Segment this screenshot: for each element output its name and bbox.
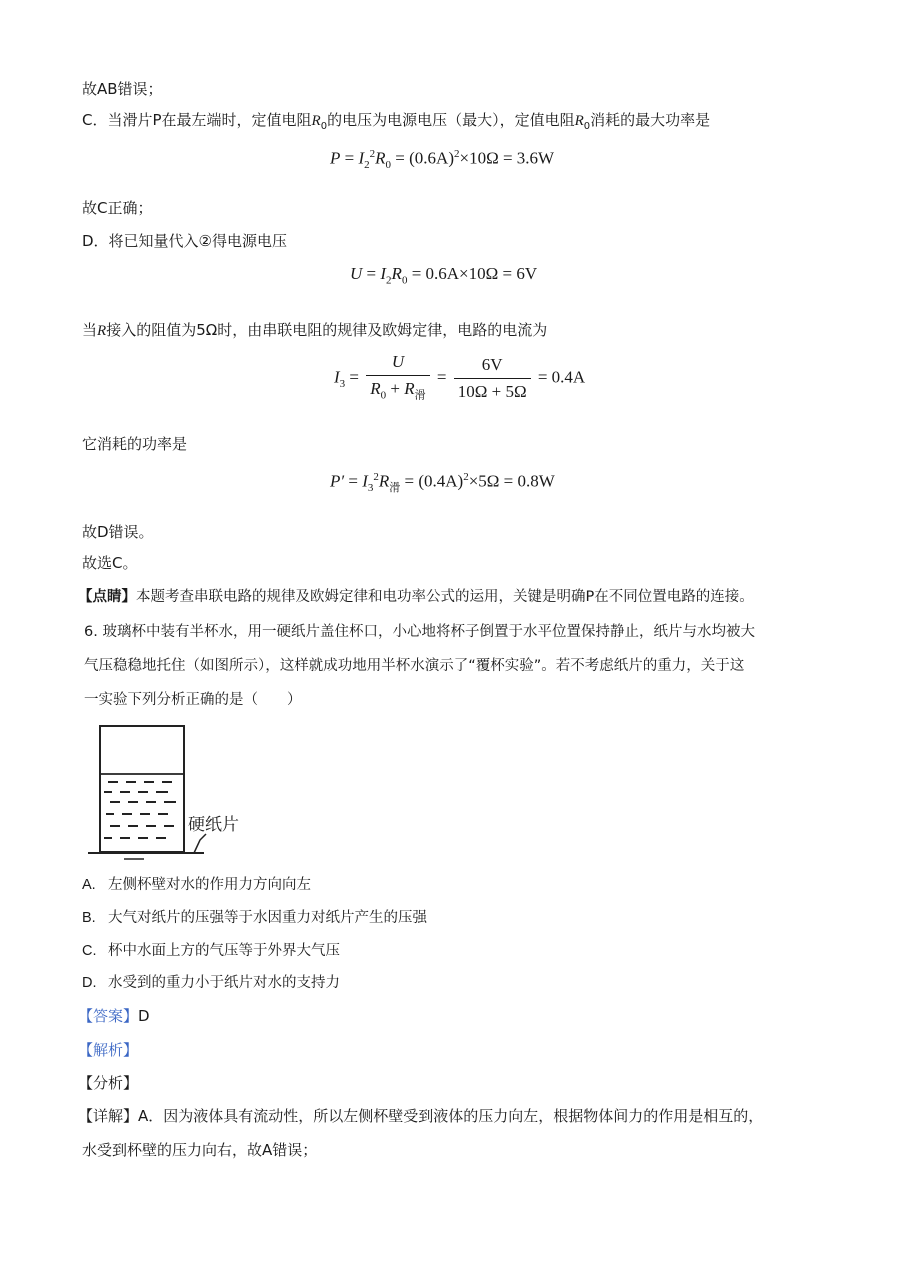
math-symbol: R	[574, 113, 584, 129]
math-subscript: 0	[380, 389, 387, 402]
math-subscript: 3	[339, 378, 346, 390]
text-line: 故选C。	[82, 554, 138, 572]
question-line: 6. 玻璃杯中装有半杯水，用一硬纸片盖住杯口，小心地将杯子倒置于水平位置保持静止，纸片与水均被大	[84, 624, 755, 640]
math-subscript: 2	[364, 159, 370, 172]
detail-text: A．因为液体具有流动性，所以左侧杯壁受到液体的压力向左，根据物体间力的作用是相互的，	[138, 1107, 764, 1125]
math-superscript: 2	[369, 148, 376, 160]
option-a[interactable]	[82, 875, 311, 895]
text-segment: 消耗的最大功率是	[590, 111, 711, 129]
math-subscript: 0	[583, 121, 591, 132]
equation-power-max	[330, 143, 554, 176]
math-symbol: U	[350, 264, 363, 283]
text-line	[82, 110, 710, 137]
option-b[interactable]	[82, 908, 427, 928]
option-letter: C.	[82, 943, 97, 959]
fraction-numerator	[366, 351, 429, 376]
option-text: 大气对纸片的压强等于水因重力对纸片产生的压强	[108, 910, 427, 926]
fraction	[454, 354, 531, 403]
option-text: 左侧杯壁对水的作用力方向向左	[108, 877, 311, 893]
question-line: 一实验下列分析正确的是（ ）	[84, 692, 302, 708]
math-symbol: U	[391, 352, 405, 371]
text-segment: 的电压为电源电压（最大），定值电阻	[327, 111, 575, 129]
math-subscript: 0	[385, 159, 392, 172]
text-line: D．将已知量代入②得电源电压	[82, 232, 287, 250]
fraction-denominator	[366, 376, 429, 406]
math-superscript: 2	[463, 471, 469, 483]
math-symbol: R	[375, 148, 386, 168]
cup-outline	[100, 726, 184, 852]
math-expression: = (0.6A)	[395, 148, 454, 168]
option-d[interactable]	[82, 973, 340, 993]
figure-label: 硬纸片	[188, 815, 239, 835]
option-letter: B.	[82, 910, 96, 926]
text-line	[82, 320, 547, 341]
water-dashes	[104, 782, 176, 838]
text-line: 它消耗的功率是	[82, 435, 188, 453]
text-line: 故C正确；	[82, 199, 153, 217]
comment-text: 本题考查串联电路的规律及欧姆定律和电功率公式的运用，关键是明确P在不同位置电路的连接。	[136, 589, 754, 605]
option-text: 水受到的重力小于纸片对水的支持力	[108, 975, 340, 991]
answer-line	[78, 1006, 150, 1026]
text-line: 故D错误。	[82, 523, 154, 541]
math-symbol: I	[358, 148, 365, 168]
math-symbol: R	[311, 113, 321, 129]
math-subscript: 滑	[389, 482, 401, 495]
text-segment: C．当滑片P在最左端时，定值电阻	[82, 111, 312, 129]
math-symbol: R	[378, 471, 390, 491]
math-superscript: 2	[373, 471, 379, 483]
option-letter: A.	[82, 877, 96, 893]
math-symbol: R	[370, 379, 381, 398]
option-letter: D.	[82, 975, 97, 991]
math-operator: =	[344, 148, 355, 168]
math-symbol: R	[97, 323, 107, 339]
math-subscript: 2	[386, 274, 392, 287]
math-operator: =	[349, 367, 360, 387]
math-symbol: P′	[330, 471, 345, 491]
fraction-denominator: 10Ω + 5Ω	[457, 382, 527, 402]
label-pointer	[194, 834, 206, 853]
math-subscript: 0	[401, 274, 408, 287]
fraction	[366, 351, 429, 406]
answer-value: D	[138, 1007, 150, 1025]
detail-tag: 【详解】	[78, 1107, 139, 1125]
answer-tag: 【答案】	[78, 1007, 139, 1025]
math-symbol: P	[330, 148, 341, 168]
math-symbol: I	[362, 471, 368, 491]
math-symbol: R	[391, 264, 402, 283]
math-subscript: 3	[367, 482, 374, 495]
math-operator: =	[348, 471, 358, 491]
math-operator: +	[390, 379, 400, 398]
equation-current	[334, 351, 585, 406]
math-subscript: 滑	[414, 389, 426, 402]
fenxi-tag: 【分析】	[78, 1074, 139, 1092]
math-expression: ×5Ω = 0.8W	[468, 471, 555, 491]
equation-power	[330, 466, 555, 499]
text-segment: 当	[82, 321, 98, 339]
math-operator: =	[436, 367, 447, 387]
math-symbol: I	[334, 367, 340, 387]
detail-line: 水受到杯壁的压力向右，故A错误；	[82, 1141, 318, 1159]
math-expression: = 0.6A×10Ω = 6V	[411, 264, 538, 283]
fraction-numerator: 6V	[454, 354, 531, 379]
math-subscript: 0	[320, 121, 328, 132]
question-line: 气压稳稳地托住（如图所示），这样就成功地用半杯水演示了“覆杯实验”。若不考虑纸片的重力，关于这	[84, 658, 745, 674]
math-superscript: 2	[453, 148, 460, 160]
math-operator: =	[366, 264, 377, 283]
option-text: 杯中水面上方的气压等于外界大气压	[108, 943, 340, 959]
math-symbol: R	[404, 379, 415, 398]
inverted-cup-figure	[88, 722, 258, 862]
detail-line	[78, 1106, 763, 1126]
math-expression: ×10Ω = 3.6W	[459, 148, 555, 168]
option-c[interactable]	[82, 941, 340, 961]
math-symbol: I	[380, 264, 387, 283]
comment-line	[78, 587, 754, 607]
comment-tag: 【点睛】	[78, 589, 136, 605]
text-segment: 接入的阻值为5Ω时，由串联电阻的规律及欧姆定律，电路的电流为	[106, 321, 548, 339]
math-expression: = (0.4A)	[404, 471, 464, 491]
equation-voltage	[350, 263, 537, 291]
analysis-tag: 【解析】	[78, 1041, 139, 1059]
math-expression: = 0.4A	[537, 367, 586, 387]
text-line: 故AB错误；	[82, 80, 163, 98]
